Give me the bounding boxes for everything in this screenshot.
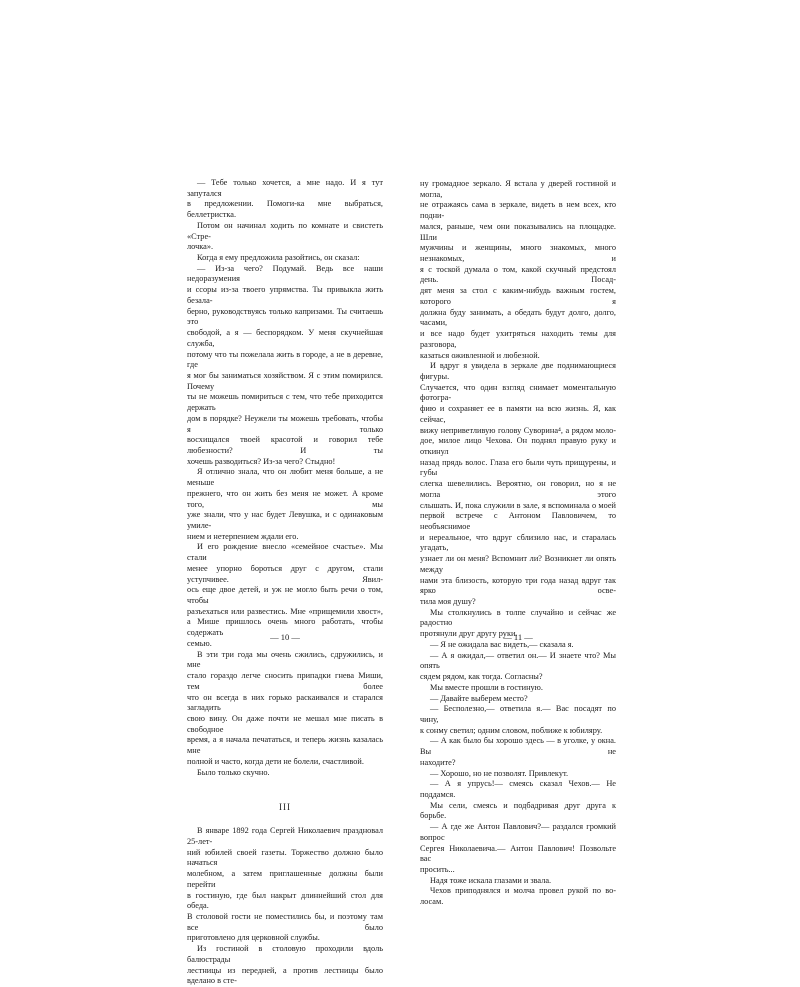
text-line: — Я не ожидала вас видеть,— сказала я. (430, 639, 574, 649)
text-line: В столовой гости не поместились бы, и поэтому там все было (187, 912, 383, 932)
text-line: и нереальное, что вдруг сблизило нас, и старалась угадать, (420, 532, 616, 553)
text-line: — Тебе только хочется, а мне надо. И я тут запутался (187, 178, 383, 198)
text-line: не отражаясь сама в зеркале, видеть в нем всех, кто подни- (420, 200, 616, 221)
right-page (420, 179, 616, 908)
text-line: прежнего, что он жить без меня не может. А кроме того, мы (187, 488, 383, 509)
paragraph (420, 769, 616, 780)
paragraph (187, 253, 383, 264)
text-line: В эти три года мы очень сжились, сдружились, и мне (187, 649, 383, 670)
text-line: дят меня за стол с каким-нибудь важным гостем, которого я (420, 286, 616, 306)
text-line: я мог бы заниматься хозяйством. Я с этим помирился. Почему (187, 370, 383, 391)
text-line: Мы сели, смеясь и подбадривая друг друга к борьбе. (420, 800, 616, 821)
text-line: дое, милое лицо Чехова. Он поднял правую руку и откинул (420, 436, 616, 456)
text-line: — Давайте выберем место? (430, 693, 528, 703)
text-line: протянули друг другу руки. (420, 629, 518, 639)
text-line: лосам. (420, 897, 444, 907)
text-line: время, а я начала печататься, и теперь жизнь казалась мне (187, 735, 383, 756)
paragraph (420, 886, 616, 907)
text-line: менее упорно бороться друг с другом, стали уступчивее. Явил- (187, 563, 383, 584)
text-line: что он всегда в них горько раскаивался и старался загладить (187, 692, 383, 713)
text-line: я с тоской думала о том, какой скучный предстоял день. Посад- (420, 264, 616, 285)
text-line: семью. (187, 638, 212, 648)
text-line: нием и нетерпением ждали его. (187, 531, 299, 541)
text-line: свою вину. Он даже почти не мешал мне писать в свободное (187, 713, 383, 734)
left-page (187, 178, 383, 987)
paragraph (187, 467, 383, 542)
text-line: ну громадное зеркало. Я встала у дверей гостиной и могла, (420, 179, 616, 199)
text-line: тила моя душу? (420, 597, 476, 607)
text-line: а Мише пришлось очень много работать, чтобы содержать (187, 617, 383, 638)
text-line: сядем рядом, как тогда. Согласны? (420, 672, 543, 682)
text-line: приготовлено для церковной службы. (187, 933, 320, 943)
text-line: ты не можешь помириться с тем, что тебе приходится держать (187, 392, 383, 413)
paragraph (420, 361, 616, 608)
left-page-text-after-heading (187, 826, 383, 987)
text-line: слышать. И, пока служили в зале, я вспоминала о моей (420, 500, 616, 510)
text-line: свободой, а я — беспорядком. У меня скучнейшая служба, (187, 328, 383, 348)
text-line: к сонму светил; одним словом, поближе к юбиляру. (420, 725, 603, 735)
text-line: первой встрече с Антоном Павловичем, то необъяснимое (420, 511, 616, 531)
text-line: В январе 1892 года Сергей Николаевич праздновал 25-лет- (187, 826, 383, 846)
text-line: мужчины и женщины, много знакомых, много незнакомых, и (420, 243, 616, 264)
text-line: Случается, что один взгляд снимает моментальную фотогра- (420, 382, 616, 403)
text-line: хочешь разводиться? Из-за чего? Стыдно! (187, 456, 336, 466)
text-line: — Хорошо, но не позволят. Привлекут. (430, 768, 569, 778)
text-line: — А как было бы хорошо здесь — в уголке, у окна. Вы не (420, 736, 616, 757)
page-number-left: — 10 — (270, 632, 300, 642)
text-line: лочка». (187, 242, 214, 252)
paragraph (420, 736, 616, 768)
paragraph (420, 694, 616, 705)
text-line: Мы вместе прошли в гостиную. (430, 682, 543, 692)
text-line: полной и часто, когда дети не болели, счастливой. (187, 756, 364, 766)
page-number-right: — 11 — (503, 632, 533, 642)
paragraph (187, 178, 383, 221)
paragraph (420, 779, 616, 800)
paragraph (420, 651, 616, 683)
paragraph (187, 826, 383, 944)
text-line: казаться оживленной и любезной. (420, 350, 540, 360)
text-line: Потом он начинал ходить по комнате и свистеть «Стре- (187, 220, 383, 241)
text-line: восхищался твоей красотой и говорил тебе любезности? И ты (187, 435, 383, 455)
text-line: и ссоры из-за твоего упрямства. Ты привыкла жить безала- (187, 285, 383, 305)
text-line: молебном, а затем приглашенные должны были перейти (187, 869, 383, 889)
text-line: — А где же Антон Павлович?— раздался громкий вопрос (420, 822, 616, 842)
text-line: — Из-за чего? Подумай. Ведь все наши недоразумения (187, 263, 383, 284)
left-page-text-before-heading (187, 178, 383, 778)
text-line: дом в порядке? Неужели ты можешь требовать, чтобы я только (187, 413, 383, 434)
text-line: и все надо будет ухитряться находить темы для разговора, (420, 329, 616, 349)
text-line: нами эта близость, которую три года назад вдруг так ярко осве- (420, 575, 616, 596)
text-line: — А я упрусь!— смеясь сказал Чехов.— Не поддамся. (420, 779, 616, 799)
text-line: ний юбилей своей газеты. Торжество должно было начаться (187, 847, 383, 868)
text-line: ось еще двое детей, и уж не могло быть речи о том, чтобы (187, 585, 383, 606)
paragraph (187, 264, 383, 468)
text-line: Мы столкнулись в толпе случайно и сейчас же радостно (420, 607, 616, 628)
text-line: стало гораздо легче сносить припадки гнева Миши, тем более (187, 671, 383, 691)
paragraph (187, 944, 383, 987)
text-line: — А я ожидал,— ответил он.— И знаете что? Мы опять (420, 650, 616, 671)
text-line: в гостиную, где был накрыт длиннейший стол для обеда. (187, 890, 383, 911)
text-line: просить... (420, 865, 455, 874)
text-line: находите? (420, 757, 456, 767)
paragraph (420, 179, 616, 361)
text-line: Было только скучно. (197, 767, 270, 777)
text-line: должна буду занимать, а обедать будут долго, долго, часами, (420, 307, 616, 328)
paragraph (420, 704, 616, 736)
right-page-text (420, 179, 616, 908)
text-line: Чехов приподнялся и молча провел рукой по во- (430, 886, 616, 896)
text-line: разъехаться или развестись. Мне «прищемили хвост», (187, 606, 383, 616)
paragraph (420, 801, 616, 822)
text-line: берно, руководствуясь только капризами. Ты считаешь это (187, 306, 383, 327)
paragraph (420, 822, 616, 876)
paragraph (420, 683, 616, 694)
text-line: Я отлично знала, что он любит меня больше, а не меньше (187, 467, 383, 488)
text-line: узнает ли он меня? Вспомнит ли? Возникнет ли опять между (420, 554, 616, 574)
text-line: лестницы из передней, а против лестницы было вделано в сте- (187, 965, 383, 986)
paragraph (420, 876, 616, 887)
text-line: — Бесполезно,— ответила я.— Вас посадят по чину, (420, 704, 616, 724)
text-line: фию и сохраняет ее в памяти на всю жизнь. Я, как сейчас, (420, 404, 616, 424)
text-line: Из гостиной в столовую проходили вдоль балюстрады (187, 944, 383, 964)
text-line: И его рождение внесло «семейное счастье». Мы стали (187, 542, 383, 563)
text-line: вижу неприветливую голову Суворина⁴, а рядом моло- (420, 425, 616, 435)
text-line: потому что ты пожелала жить в городе, а не в деревне, где (187, 349, 383, 370)
paragraph (187, 768, 383, 779)
text-line: Надя тоже искала глазами и звала. (430, 875, 552, 885)
paragraph (187, 650, 383, 768)
text-line: слегка шевелились. Вероятно, он говорил, но я не могла этого (420, 479, 616, 499)
text-line: Сергея Николаевича.— Антон Павлович! Позвольте вас (420, 843, 616, 864)
text-line: уже знали, что у нас будет Левушка, и с одинаковым умиле- (187, 510, 383, 530)
text-line: мался, раньше, чем они показывались на площадке. Шли (420, 221, 616, 242)
paragraph (187, 221, 383, 253)
text-line: Когда я ему предложила разойтись, он сказал: (197, 253, 360, 263)
text-line: в предложении. Помоги-ка мне выбраться, беллетристка. (187, 199, 383, 220)
section-heading: III (279, 802, 291, 813)
text-line: назад прядь волос. Глаза его были чуть прищурены, и губы (420, 457, 616, 478)
text-line: И вдруг я увидела в зеркале две поднимающиеся фигуры. (420, 361, 616, 381)
